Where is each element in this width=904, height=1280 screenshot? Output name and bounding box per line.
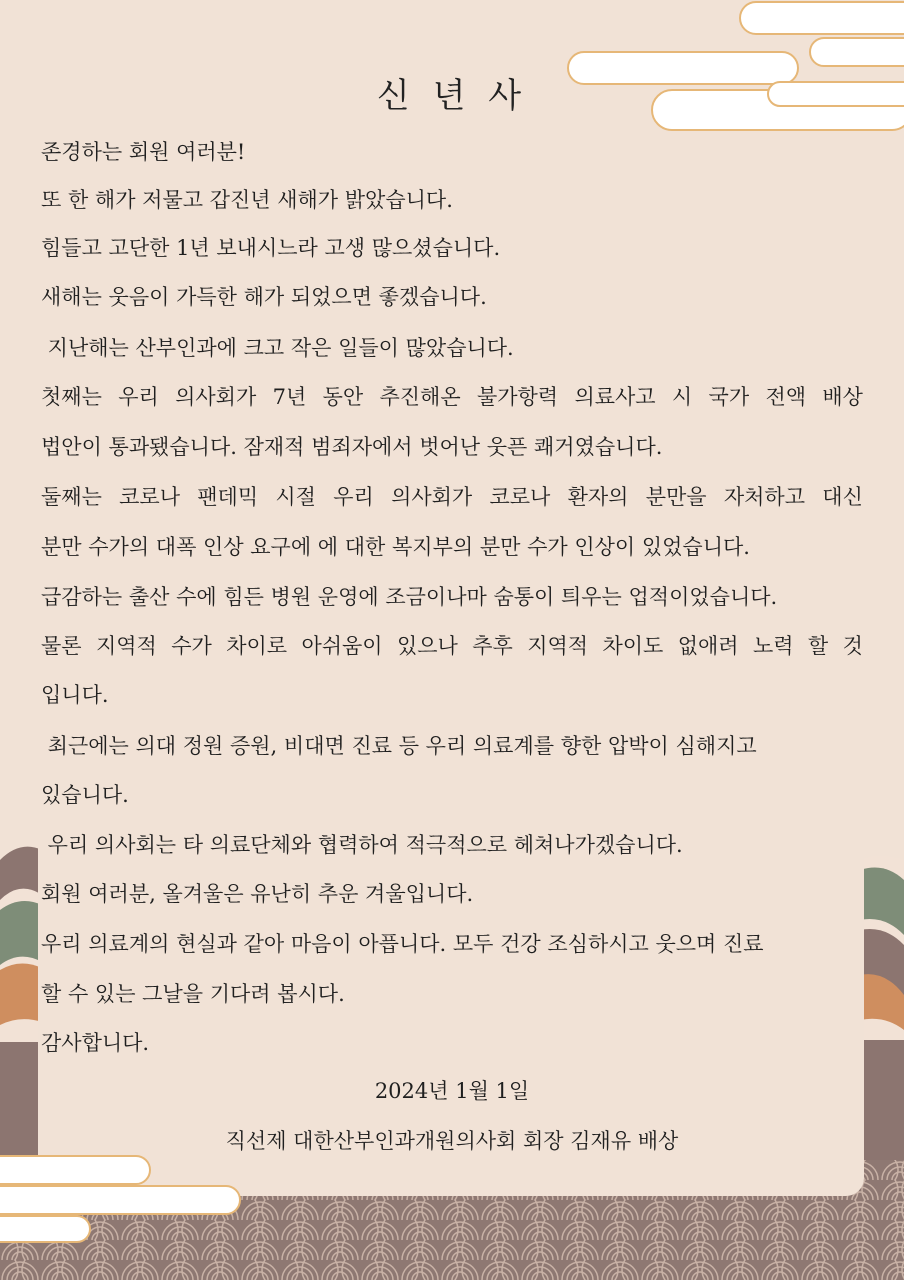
letter-line-justified	[41, 482, 863, 512]
letter-word: 팬데믹	[197, 485, 259, 509]
letter-word: 배상	[822, 385, 863, 409]
letter-title: 신 년 사	[376, 76, 528, 116]
letter-word: 코로나	[119, 485, 180, 509]
letter-word: 차이로	[226, 634, 288, 658]
letter-line: 법안이 통과됐습니다. 잠재적 범죄자에서 벗어난 웃픈 쾌거였습니다.	[41, 435, 663, 459]
letter-line: 입니다.	[41, 683, 109, 707]
letter-word: 둘째는	[41, 485, 102, 509]
letter-line: 새해는 웃음이 가득한 해가 되었으면 좋겠습니다.	[41, 285, 487, 309]
letter-word: 것	[842, 634, 863, 658]
letter-line: 최근에는 의대 정원 증원, 비대면 진료 등 우리 의료계를 향한 압박이 심해지고	[41, 734, 757, 758]
letter-word: 자처하고	[723, 485, 806, 509]
letter-word: 불가항력	[476, 385, 559, 409]
letter-word: 분만을	[645, 485, 707, 509]
letter-word: 대신	[822, 485, 863, 509]
letter-word: 차이도	[602, 634, 664, 658]
letter-word: 의사회가	[175, 385, 257, 409]
letter-line-justified	[41, 382, 863, 412]
letter-line: 급감하는 출산 수에 힘든 병원 운영에 조금이나마 숨통이 틔우는 업적이었습니다.	[41, 585, 778, 609]
letter-line: 존경하는 회원 여러분!	[41, 140, 246, 164]
letter-word: 의료사고	[574, 385, 656, 409]
letter-word: 환자의	[567, 485, 629, 509]
letter-line: 할 수 있는 그날을 기다려 봅시다.	[41, 982, 345, 1006]
letter-word: 시	[671, 385, 693, 409]
letter-line: 있습니다.	[41, 783, 129, 807]
letter-word: 추진해온	[379, 385, 461, 409]
letter-word: 전액	[765, 385, 807, 409]
letter-line: 분만 수가의 대폭 인상 요구에 에 대한 복지부의 분만 수가 인상이 있었습니다.	[41, 535, 750, 559]
letter-line-justified	[41, 631, 863, 661]
letter-line: 감사합니다.	[41, 1031, 150, 1055]
letter-date: 2024년 1월 1일	[374, 1079, 530, 1103]
letter-word: 국가	[708, 385, 750, 409]
letter-line: 지난해는 산부인과에 크고 작은 일들이 많았습니다.	[41, 336, 514, 360]
letter-word: 지역적	[95, 634, 157, 658]
letter-word: 시절	[275, 485, 316, 509]
letter-word: 아쉬움이	[301, 634, 383, 658]
letter-word: 물론	[41, 634, 82, 658]
letter-word: 수가	[171, 634, 212, 658]
letter-word: 7년	[272, 385, 307, 409]
letter-line: 우리 의료계의 현실과 같아 마음이 아픕니다. 모두 건강 조심하시고 웃으며 진료	[41, 932, 764, 956]
letter-word: 지역적	[527, 634, 589, 658]
letter-word: 노력	[752, 634, 794, 658]
letter-line: 우리 의사회는 타 의료단체와 협력하여 적극적으로 헤쳐나가겠습니다.	[41, 833, 683, 857]
letter-signature: 직선제 대한산부인과개원의사회 회장 김재유 배상	[225, 1129, 679, 1153]
letter-line: 회원 여러분, 올겨울은 유난히 추운 겨울입니다.	[41, 882, 474, 906]
letter-word: 없애려	[677, 634, 739, 658]
letter-word: 첫째는	[41, 385, 102, 409]
letter-word: 의사회가	[391, 485, 473, 509]
letter-word: 추후	[472, 634, 513, 658]
letter-word: 있으나	[396, 634, 458, 658]
letter-word: 코로나	[489, 485, 551, 509]
letter-line: 힘들고 고단한 1년 보내시느라 고생 많으셨습니다.	[41, 236, 501, 260]
letter-word: 우리	[333, 485, 374, 509]
letter-word: 우리	[118, 385, 159, 409]
letter-line: 또 한 해가 저물고 갑진년 새해가 밝았습니다.	[41, 188, 453, 212]
letter-word: 동안	[322, 385, 364, 409]
letter-word: 할	[807, 634, 829, 658]
